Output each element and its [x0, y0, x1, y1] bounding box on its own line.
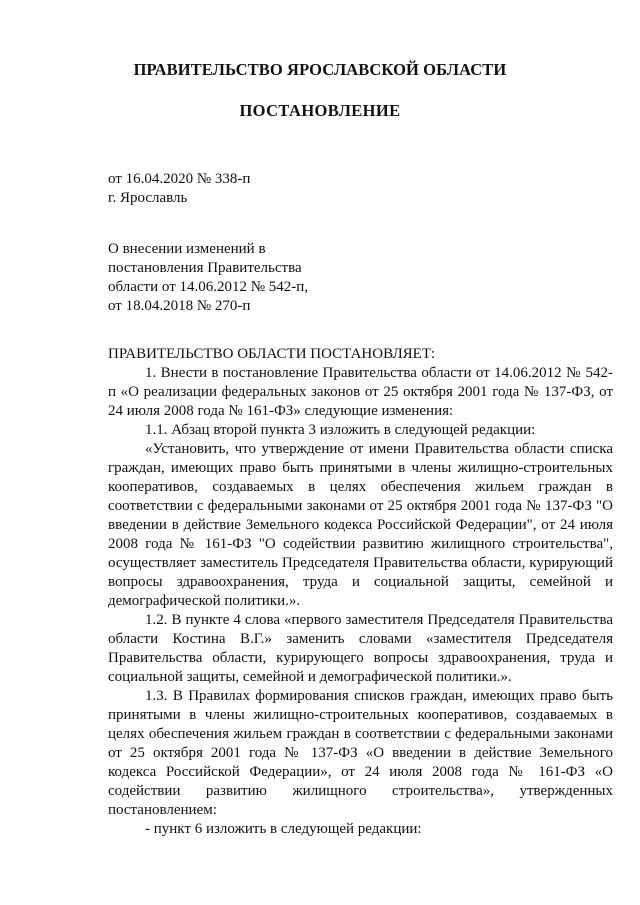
city: г. Ярославль — [108, 190, 188, 206]
document-type: ПОСТАНОВЛЕНИЕ — [239, 101, 401, 120]
subject-line: области от 14.06.2012 № 542-п, — [108, 279, 309, 295]
subject-line: от 18.04.2018 № 270-п — [108, 298, 251, 314]
paragraph-1-1: 1.1. Абзац второй пункта 3 изложить в следующей редакции: — [145, 422, 536, 438]
subject-line: О внесении изменений в — [108, 241, 266, 257]
item-6-line: - пункт 6 изложить в следующей редакции: — [145, 821, 422, 837]
document-subject — [108, 240, 308, 316]
document-body — [108, 345, 613, 839]
government-title: ПРАВИТЕЛЬСТВО ЯРОСЛАВСКОЙ ОБЛАСТИ — [133, 60, 507, 79]
date-number: от 16.04.2020 № 338-п — [108, 171, 251, 187]
decree-line: ПРАВИТЕЛЬСТВО ОБЛАСТИ ПОСТАНОВЛЯЕТ: — [108, 346, 436, 362]
paragraph-1-2: 1.2. В пункте 4 слова «первого заместителя Председателя Правительства области Костина В.Г.» заменить словами «заместителя Председателя Правительства области, курирующего вопросы здравоохранения, труда и социальной защиты, семейной и демографической политики.». — [108, 612, 613, 685]
document-meta — [108, 170, 250, 208]
quote-paragraph: «Установить, что утверждение от имени Правительства области списка граждан, имеющих право быть принятыми в члены жилищно-строительных кооперативов, создаваемых в целях обеспечения жильем граждан в соответствии с федеральными законами от 25 октября 2001 года № 137-ФЗ "О введении в действие Земельного кодекса Российской Федерации", от 24 июля 2008 года № 161-ФЗ "О содействии развитию жилищного строительства", осуществляет заместитель Председателя Правительства области, курирующий вопросы здравоохранения, труда и социальной защиты, семейной и демографической политики.». — [108, 441, 613, 609]
paragraph-1: 1. Внести в постановление Правительства области от 14.06.2012 № 542-п «О реализации федеральных законов от 25 октября 2001 года № 137-ФЗ, от 24 июля 2008 года № 161-ФЗ» следующие изменения: — [108, 365, 613, 419]
paragraph-1-3: 1.3. В Правилах формирования списков граждан, имеющих право быть принятыми в члены жилищно-строительных кооперативов, создаваемых в целях обеспечения жильем граждан в соответствии с федеральными законами от 25 октября 2001 года № 137-ФЗ «О введении в действие Земельного кодекса Российской Федерации», от 24 июля 2008 года № 161-ФЗ «О содействии развитию жилищного строительства», утвержденных постановлением: — [108, 688, 613, 818]
subject-line: постановления Правительства — [108, 260, 302, 276]
